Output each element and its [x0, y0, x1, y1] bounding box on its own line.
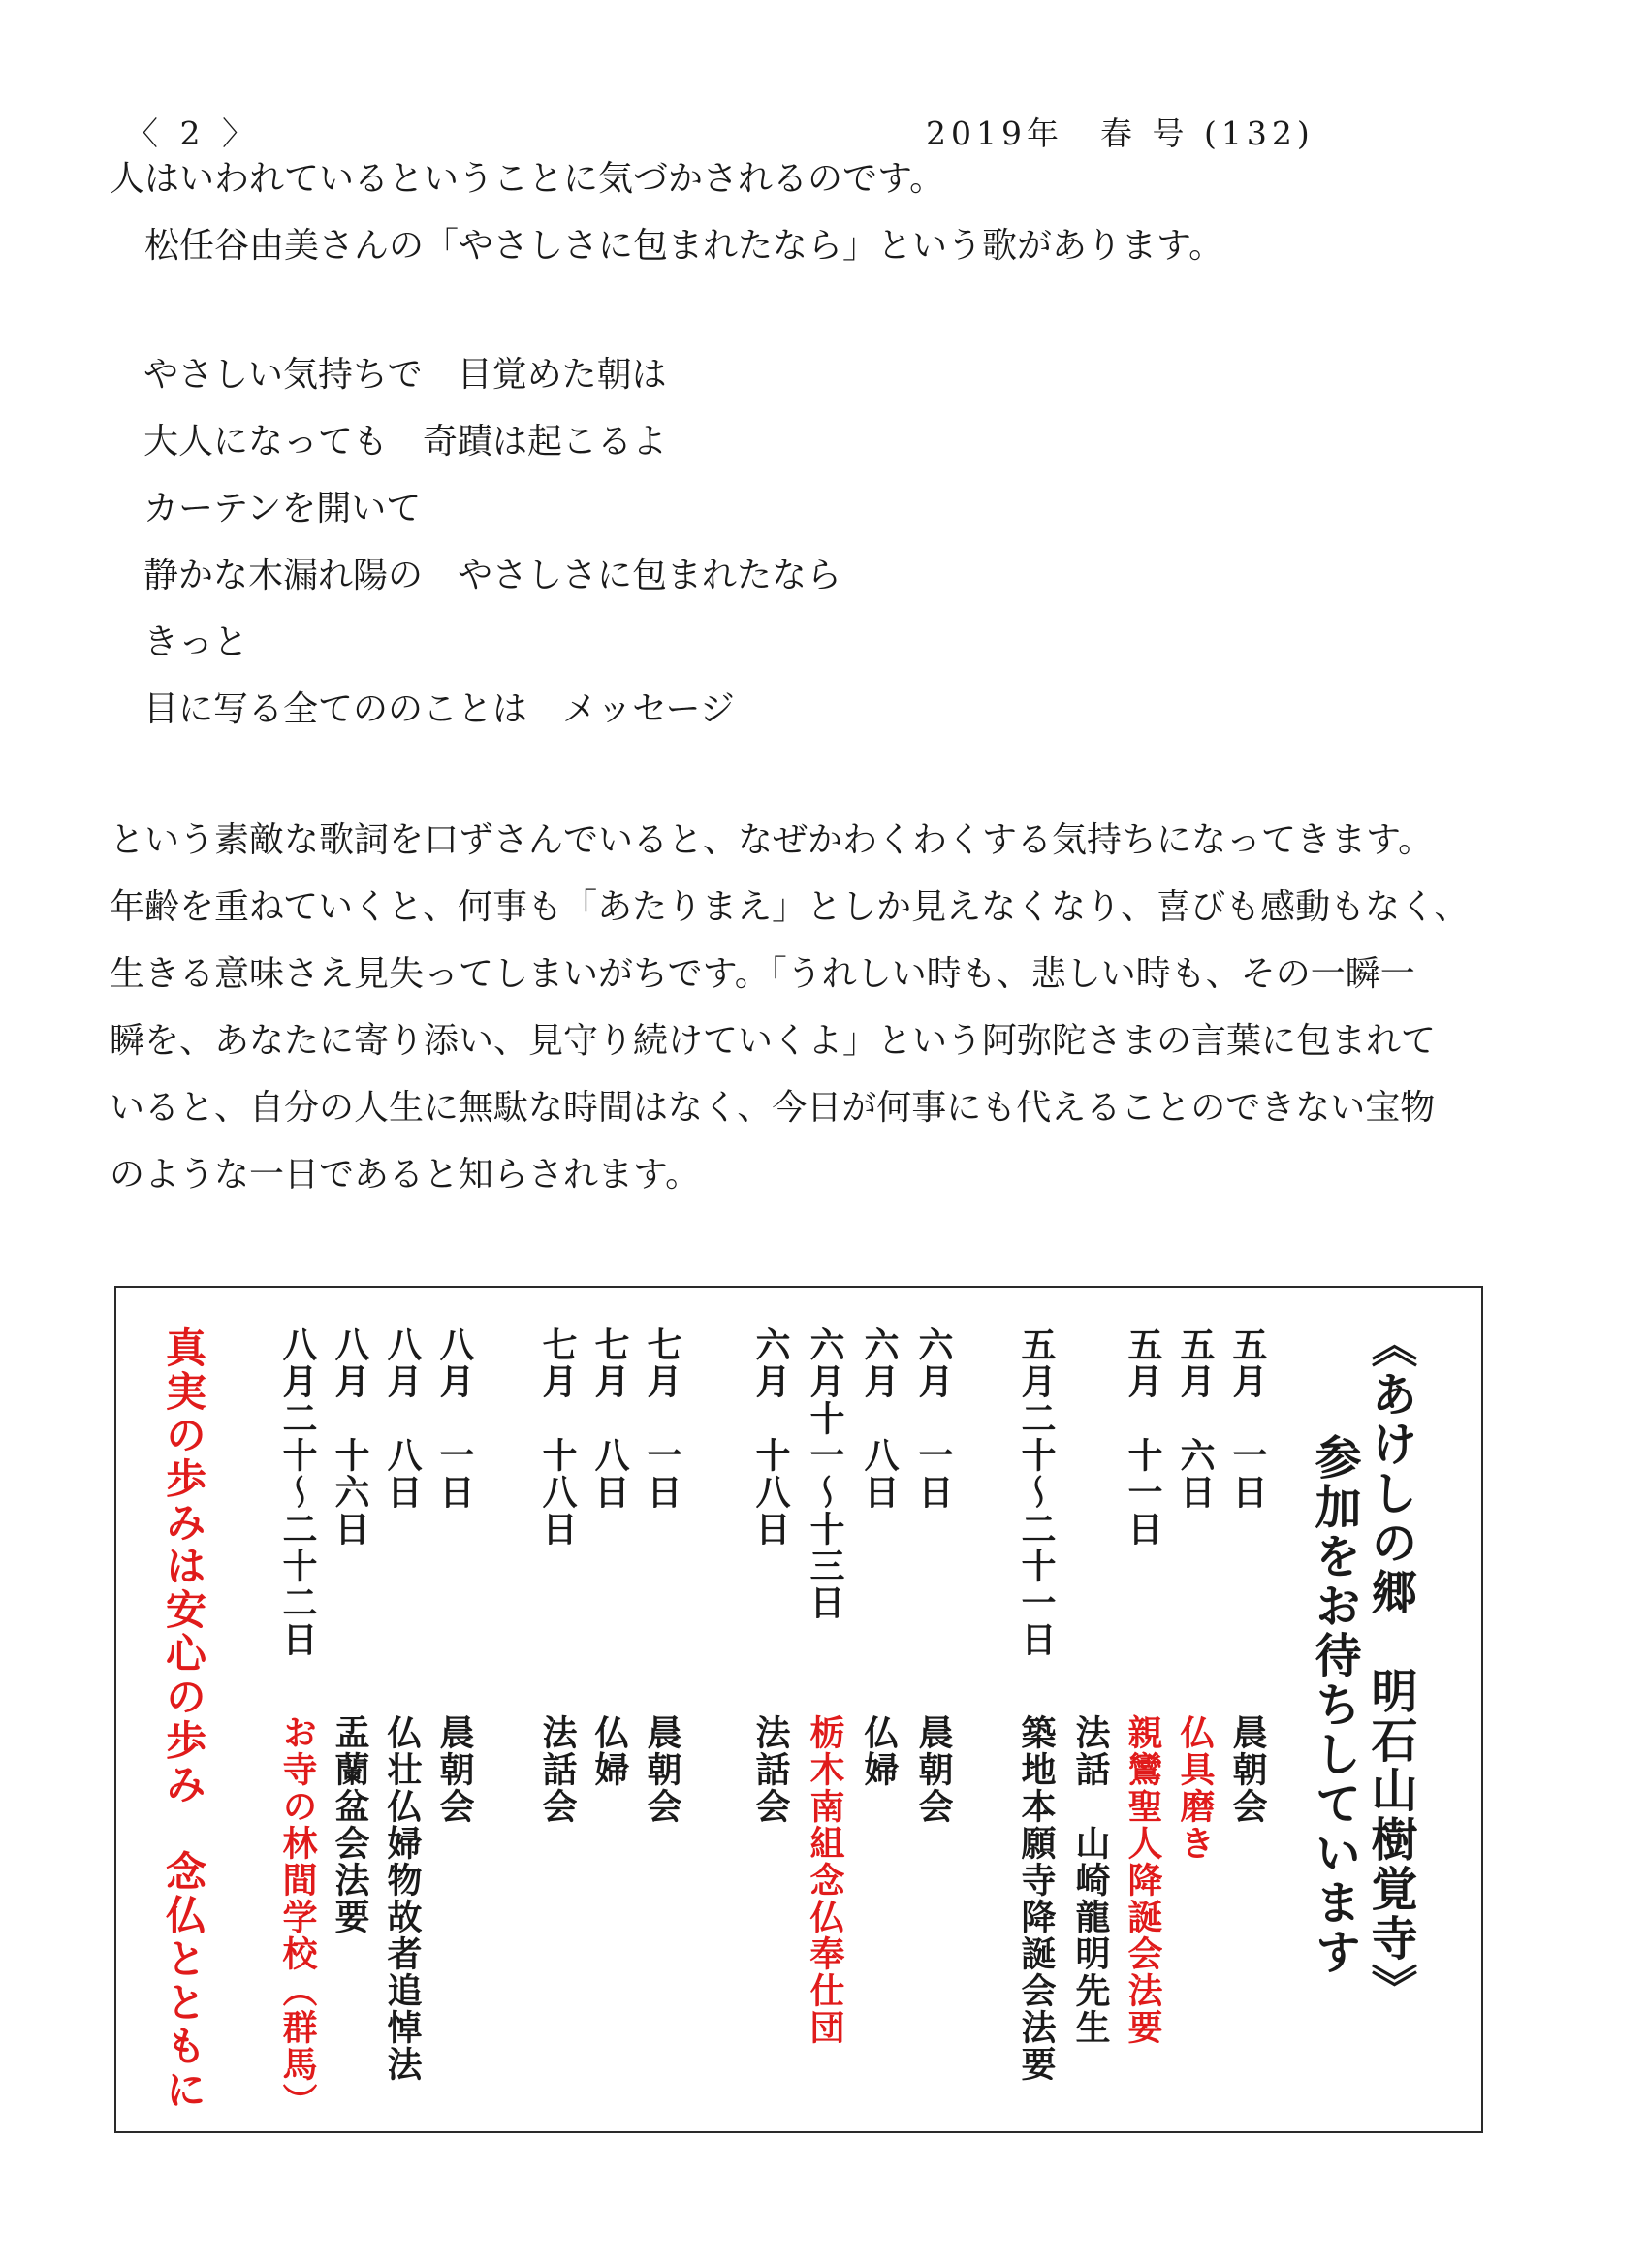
schedule-event: お寺の林間学校（群馬）: [277, 1714, 317, 2120]
lyric-line: やさしい気持ちで 目覚めた朝は: [143, 355, 667, 395]
schedule-date: 六月 八日: [859, 1326, 899, 1511]
schedule-event: 晨朝会: [913, 1714, 953, 1825]
song-lyrics: [143, 341, 1549, 743]
schedule-date: 七月 一日: [642, 1326, 681, 1511]
schedule-event: 築地本願寺降誕会法要: [1016, 1714, 1056, 2083]
schedule-date: 八月 八日: [382, 1326, 422, 1511]
text-line: いると、自分の人生に無駄な時間はなく、今日が何事にも代えることのできない宝物: [110, 1088, 1436, 1128]
text-line: 瞬を、あなたに寄り添い、見守り続けていくよ」という阿弥陀さまの言葉に包まれて: [110, 1021, 1437, 1061]
text-line: という素敵な歌詞を口ずさんでいると、なぜかわくわくする気持ちになってきます。: [110, 820, 1434, 860]
intro-paragraph: [110, 145, 1515, 279]
schedule-date: 六月 一日: [913, 1326, 953, 1511]
schedule-date: 六月十一～十三日: [805, 1326, 844, 1621]
schedule-event: 盂蘭盆会法要: [330, 1714, 369, 1935]
schedule-title: 《あけしの郷 明石山樹覚寺》: [1363, 1321, 1417, 2013]
event-schedule-box: [114, 1286, 1483, 2133]
schedule-event: 法話 山崎龍明先生: [1070, 1714, 1110, 2046]
schedule-event: 仏婦: [589, 1714, 629, 1788]
schedule-date: 七月 十八日: [537, 1326, 577, 1548]
schedule-date: 五月 一日: [1227, 1326, 1267, 1511]
schedule-date: 八月二十～二十二日: [277, 1326, 317, 1658]
schedule-date: 五月二十～二十一日: [1016, 1326, 1056, 1658]
motto: 真実の歩みは安心の歩み 念仏とともに: [160, 1326, 207, 2112]
schedule-date: 六月 十八日: [750, 1326, 790, 1548]
lyric-line: 静かな木漏れ陽の やさしさに包まれたなら: [143, 556, 842, 595]
lyric-line: きっと: [143, 623, 249, 662]
schedule-event: 晨朝会: [642, 1714, 681, 1825]
text-line: のような一日であると知らされます。: [110, 1155, 701, 1195]
text-line: 人はいわれているということに気づかされるのです。: [110, 159, 945, 199]
schedule-event: 法話会: [750, 1714, 790, 1825]
schedule-event: 仏壮仏婦物故者追悼法: [382, 1714, 422, 2083]
schedule-date: 七月 八日: [589, 1326, 629, 1511]
schedule-date: 五月 六日: [1175, 1326, 1215, 1511]
schedule-event: 仏婦: [859, 1714, 899, 1788]
closing-paragraph: [110, 807, 1515, 1208]
schedule-event: 栃木南組念仏奉仕団: [805, 1714, 844, 2046]
schedule-event: 親鸞聖人降誕会法要: [1123, 1714, 1162, 2046]
schedule-event: 法話会: [537, 1714, 577, 1825]
schedule-date: 八月 一日: [434, 1326, 474, 1511]
text-line: 生きる意味さえ見失ってしまいがちです。「うれしい時も、悲しい時も、その一瞬一: [110, 954, 1415, 994]
issue-label: 2019年 春 号 (132): [926, 114, 1315, 152]
text-line: 松任谷由美さんの「やさしさに包まれたなら」という歌があります。: [110, 226, 1224, 266]
lyric-line: 大人になっても 奇蹟は起こるよ: [143, 422, 668, 462]
text-line: 年齢を重ねていくと、何事も「あたりまえ」としか見えなくなり、喜びも感動もなく、: [110, 887, 1470, 927]
lyric-line: カーテンを開いて: [143, 489, 422, 528]
schedule-event: 晨朝会: [1227, 1714, 1267, 1825]
schedule-event: 仏具磨き: [1175, 1714, 1215, 1862]
schedule-date: 八月 十六日: [330, 1326, 369, 1548]
schedule-event: 晨朝会: [434, 1714, 474, 1825]
schedule-date: 五月 十一日: [1123, 1326, 1162, 1548]
schedule-subtitle: 参加をお待ちしています: [1307, 1433, 1361, 1977]
lyric-line: 目に写る全ての​のことは メッセージ: [143, 689, 735, 729]
page-number: 〈 2 〉: [126, 114, 260, 152]
